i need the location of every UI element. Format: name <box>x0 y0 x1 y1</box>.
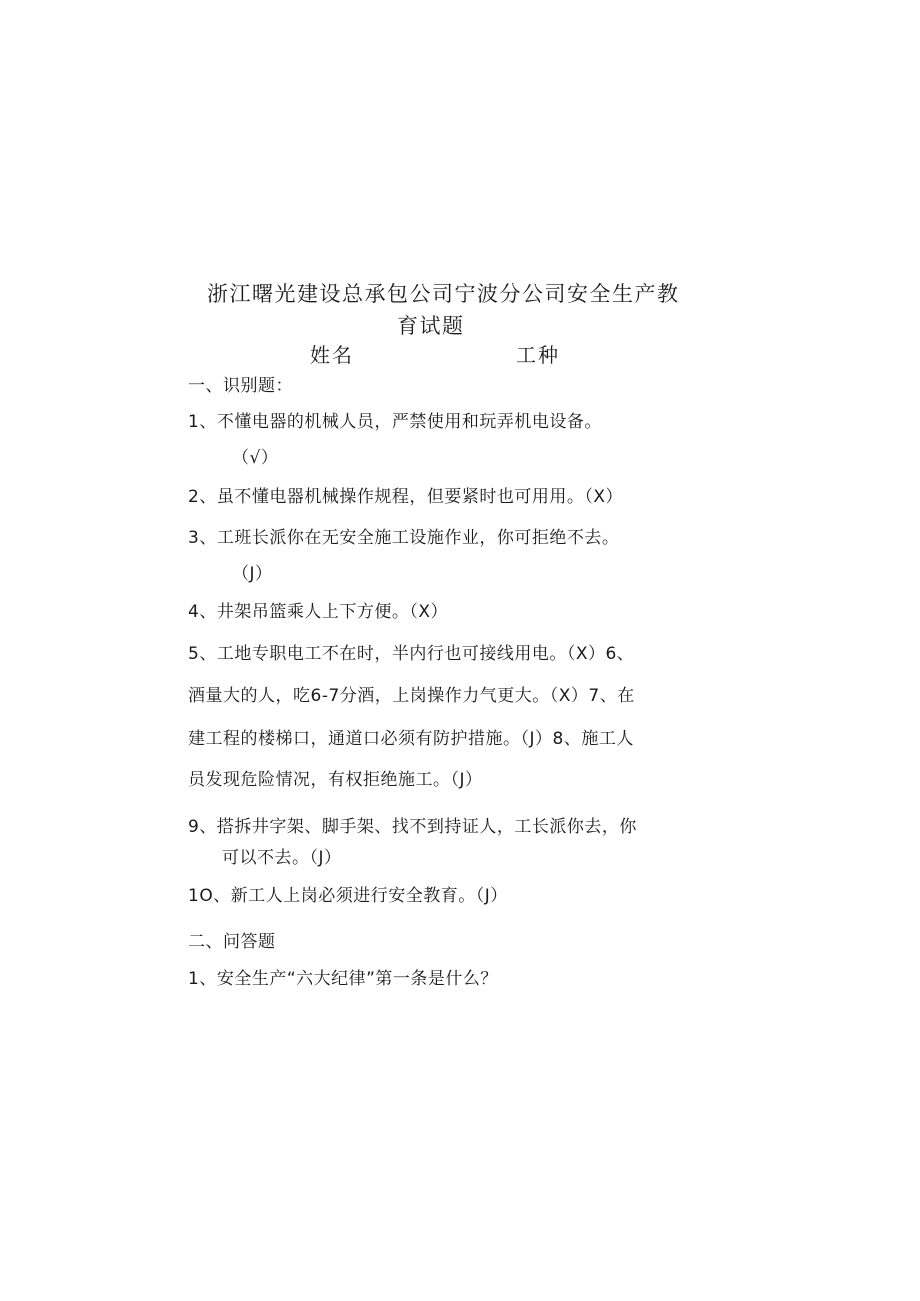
question-line: 员发现危险情况，有权拒绝施工。（J） <box>188 770 483 790</box>
question-line: 5、工地专职电工不在时，半内行也可接线用电。（X）6、 <box>188 644 635 664</box>
section-2-heading: 二、问答题 <box>188 932 276 952</box>
section-1-heading: 一、识别题： <box>188 376 293 396</box>
question-line: 9、搭拆井字架、脚手架、找不到持证人，工长派你去，你 <box>188 817 637 837</box>
title-line-2: 育试题 <box>397 314 465 338</box>
question-line: 2、虽不懂电器机械操作规程，但要紧时也可用用。（X） <box>188 487 623 507</box>
question-line: 建工程的楼梯口，通道口必须有防护措施。（J）8、施工人 <box>188 729 634 749</box>
question-line: 4、井架吊篮乘人上下方便。（X） <box>188 602 448 622</box>
question-line: 1O、新工人上岗必须进行安全教育。（J） <box>188 886 508 906</box>
trade-label: 工种 <box>516 343 560 367</box>
question-line: 1、安全生产“六大纪律”第一条是什么？ <box>188 969 498 989</box>
question-line: 可以不去。（J） <box>222 848 342 868</box>
name-label: 姓名 <box>310 343 354 367</box>
answer-mark: （J） <box>232 564 273 584</box>
question-line: 3、工班长派你在无安全施工设施作业，你可拒绝不去。 <box>188 528 620 548</box>
answer-mark: （√） <box>232 448 279 468</box>
question-line: 1、不懂电器的机械人员，严禁使用和玩弄机电设备。 <box>188 412 602 432</box>
question-line: 酒量大的人，吃6-7分酒，上岗操作力气更大。（X）7、在 <box>188 686 635 706</box>
title-line-1: 浙江曙光建设总承包公司宁波分公司安全生产教 <box>207 282 680 306</box>
